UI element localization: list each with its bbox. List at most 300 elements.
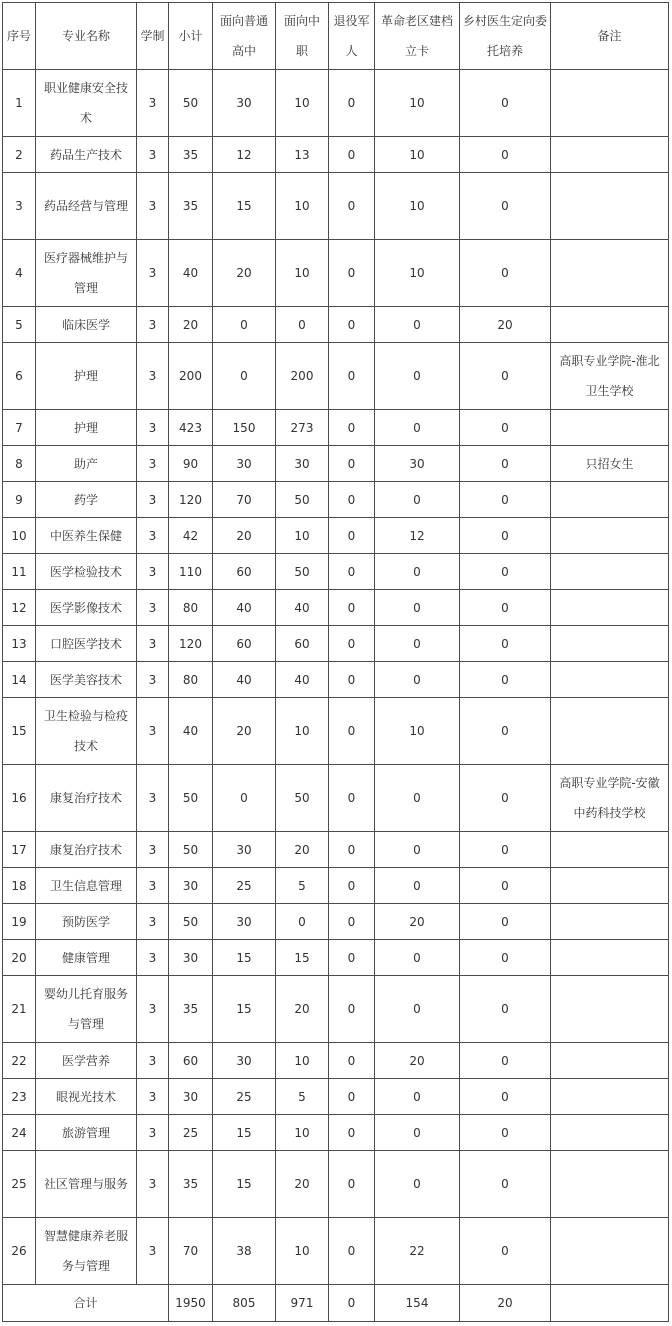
table-row [3, 482, 669, 518]
cell-row-no: 1 [3, 70, 36, 137]
cell-years: 3 [137, 1151, 169, 1218]
table-row [3, 765, 669, 832]
cell-old-area: 0 [375, 482, 460, 518]
cell-note [551, 662, 669, 698]
table-row [3, 137, 669, 173]
cell-old-area: 20 [375, 904, 460, 940]
cell-high-school: 40 [213, 662, 276, 698]
cell-veterans: 0 [329, 343, 375, 410]
cell-old-area: 0 [375, 307, 460, 343]
cell-subtotal: 90 [169, 446, 213, 482]
cell-row-no: 9 [3, 482, 36, 518]
cell-row-no: 10 [3, 518, 36, 554]
cell-major-name: 康复治疗技术 [36, 832, 137, 868]
cell-veterans: 0 [329, 1151, 375, 1218]
cell-vocational: 10 [276, 1115, 329, 1151]
cell-subtotal: 110 [169, 554, 213, 590]
cell-subtotal: 40 [169, 698, 213, 765]
cell-vocational: 50 [276, 482, 329, 518]
cell-years: 3 [137, 940, 169, 976]
header-years: 学制 [137, 3, 169, 70]
cell-rural-doctor: 0 [460, 976, 551, 1043]
cell-years: 3 [137, 1079, 169, 1115]
cell-major-name: 中医养生保健 [36, 518, 137, 554]
table-body [3, 70, 669, 1285]
cell-rural-doctor: 0 [460, 940, 551, 976]
header-veterans: 退役军人 [329, 3, 375, 70]
cell-veterans: 0 [329, 904, 375, 940]
table-row [3, 446, 669, 482]
cell-rural-doctor: 0 [460, 446, 551, 482]
cell-note [551, 240, 669, 307]
cell-major-name: 药品生产技术 [36, 137, 137, 173]
cell-major-name: 职业健康安全技术 [36, 70, 137, 137]
cell-row-no: 14 [3, 662, 36, 698]
cell-subtotal: 20 [169, 307, 213, 343]
cell-old-area: 30 [375, 446, 460, 482]
cell-years: 3 [137, 765, 169, 832]
cell-rural-doctor: 0 [460, 1115, 551, 1151]
cell-high-school: 20 [213, 240, 276, 307]
cell-high-school: 0 [213, 343, 276, 410]
cell-veterans: 0 [329, 410, 375, 446]
cell-vocational: 10 [276, 70, 329, 137]
cell-rural-doctor: 0 [460, 240, 551, 307]
cell-years: 3 [137, 1218, 169, 1285]
cell-high-school: 38 [213, 1218, 276, 1285]
table-row [3, 518, 669, 554]
cell-major-name: 药品经营与管理 [36, 173, 137, 240]
total-row [3, 1285, 669, 1322]
cell-major-name: 药学 [36, 482, 137, 518]
cell-rural-doctor: 0 [460, 137, 551, 173]
header-high-school: 面向普通高中 [213, 3, 276, 70]
cell-rural-doctor: 0 [460, 518, 551, 554]
cell-old-area: 10 [375, 70, 460, 137]
cell-vocational: 15 [276, 940, 329, 976]
cell-major-name: 婴幼儿托育服务与管理 [36, 976, 137, 1043]
cell-rural-doctor: 0 [460, 173, 551, 240]
cell-vocational: 20 [276, 976, 329, 1043]
cell-note: 高职专业学院-淮北卫生学校 [551, 343, 669, 410]
cell-veterans: 0 [329, 240, 375, 307]
cell-years: 3 [137, 173, 169, 240]
cell-high-school: 25 [213, 1079, 276, 1115]
cell-subtotal: 80 [169, 662, 213, 698]
cell-years: 3 [137, 307, 169, 343]
cell-row-no: 25 [3, 1151, 36, 1218]
cell-old-area: 12 [375, 518, 460, 554]
cell-row-no: 18 [3, 868, 36, 904]
cell-old-area: 0 [375, 626, 460, 662]
cell-veterans: 0 [329, 137, 375, 173]
cell-subtotal: 50 [169, 765, 213, 832]
cell-row-no: 6 [3, 343, 36, 410]
cell-vocational: 5 [276, 1079, 329, 1115]
cell-years: 3 [137, 70, 169, 137]
cell-old-area: 0 [375, 868, 460, 904]
table-row [3, 1043, 669, 1079]
total-note [551, 1285, 669, 1322]
cell-vocational: 20 [276, 1151, 329, 1218]
cell-old-area: 0 [375, 662, 460, 698]
cell-subtotal: 35 [169, 173, 213, 240]
cell-veterans: 0 [329, 698, 375, 765]
cell-rural-doctor: 0 [460, 1079, 551, 1115]
cell-vocational: 0 [276, 904, 329, 940]
cell-major-name: 医学美容技术 [36, 662, 137, 698]
cell-subtotal: 50 [169, 832, 213, 868]
cell-note [551, 940, 669, 976]
cell-old-area: 0 [375, 343, 460, 410]
table-row [3, 410, 669, 446]
cell-rural-doctor: 0 [460, 1151, 551, 1218]
cell-old-area: 10 [375, 137, 460, 173]
table-row [3, 1218, 669, 1285]
cell-note [551, 482, 669, 518]
cell-rural-doctor: 0 [460, 70, 551, 137]
cell-row-no: 17 [3, 832, 36, 868]
cell-years: 3 [137, 343, 169, 410]
total-subtotal: 1950 [169, 1285, 213, 1322]
cell-row-no: 26 [3, 1218, 36, 1285]
table-row [3, 307, 669, 343]
cell-row-no: 16 [3, 765, 36, 832]
cell-vocational: 40 [276, 590, 329, 626]
cell-major-name: 健康管理 [36, 940, 137, 976]
cell-note [551, 1151, 669, 1218]
cell-high-school: 30 [213, 832, 276, 868]
cell-subtotal: 70 [169, 1218, 213, 1285]
cell-old-area: 0 [375, 765, 460, 832]
header-rural-doctor: 乡村医生定向委托培养 [460, 3, 551, 70]
cell-years: 3 [137, 698, 169, 765]
cell-years: 3 [137, 590, 169, 626]
cell-row-no: 22 [3, 1043, 36, 1079]
cell-major-name: 医学影像技术 [36, 590, 137, 626]
cell-row-no: 7 [3, 410, 36, 446]
cell-veterans: 0 [329, 554, 375, 590]
header-no: 序号 [3, 3, 36, 70]
table-row [3, 626, 669, 662]
table-row [3, 904, 669, 940]
table-row [3, 554, 669, 590]
cell-note [551, 698, 669, 765]
total-old-area: 154 [375, 1285, 460, 1322]
cell-high-school: 12 [213, 137, 276, 173]
cell-note [551, 1115, 669, 1151]
cell-major-name: 临床医学 [36, 307, 137, 343]
cell-note [551, 518, 669, 554]
table-row [3, 1151, 669, 1218]
header-vocational: 面向中职 [276, 3, 329, 70]
cell-row-no: 20 [3, 940, 36, 976]
cell-years: 3 [137, 976, 169, 1043]
cell-years: 3 [137, 137, 169, 173]
cell-vocational: 10 [276, 698, 329, 765]
cell-rural-doctor: 20 [460, 307, 551, 343]
cell-years: 3 [137, 904, 169, 940]
cell-high-school: 20 [213, 698, 276, 765]
cell-old-area: 0 [375, 1079, 460, 1115]
cell-veterans: 0 [329, 173, 375, 240]
cell-veterans: 0 [329, 1043, 375, 1079]
cell-major-name: 社区管理与服务 [36, 1151, 137, 1218]
table-row [3, 1079, 669, 1115]
cell-high-school: 30 [213, 70, 276, 137]
cell-row-no: 4 [3, 240, 36, 307]
cell-old-area: 0 [375, 554, 460, 590]
cell-row-no: 8 [3, 446, 36, 482]
cell-high-school: 20 [213, 518, 276, 554]
cell-major-name: 医疗器械维护与管理 [36, 240, 137, 307]
cell-years: 3 [137, 1043, 169, 1079]
cell-major-name: 护理 [36, 410, 137, 446]
cell-veterans: 0 [329, 518, 375, 554]
cell-major-name: 护理 [36, 343, 137, 410]
table-row [3, 343, 669, 410]
cell-old-area: 0 [375, 1115, 460, 1151]
cell-high-school: 0 [213, 307, 276, 343]
cell-vocational: 10 [276, 1043, 329, 1079]
cell-note: 只招女生 [551, 446, 669, 482]
total-vocational: 971 [276, 1285, 329, 1322]
cell-note [551, 1218, 669, 1285]
cell-note [551, 626, 669, 662]
cell-subtotal: 120 [169, 482, 213, 518]
table-row [3, 698, 669, 765]
cell-subtotal: 40 [169, 240, 213, 307]
cell-subtotal: 35 [169, 1151, 213, 1218]
cell-veterans: 0 [329, 446, 375, 482]
cell-vocational: 10 [276, 518, 329, 554]
cell-rural-doctor: 0 [460, 343, 551, 410]
table-row [3, 590, 669, 626]
table-row [3, 868, 669, 904]
cell-years: 3 [137, 518, 169, 554]
cell-years: 3 [137, 410, 169, 446]
cell-note [551, 137, 669, 173]
cell-major-name: 口腔医学技术 [36, 626, 137, 662]
total-label: 合计 [3, 1285, 169, 1322]
cell-major-name: 预防医学 [36, 904, 137, 940]
cell-rural-doctor: 0 [460, 832, 551, 868]
cell-vocational: 200 [276, 343, 329, 410]
cell-rural-doctor: 0 [460, 662, 551, 698]
cell-subtotal: 35 [169, 976, 213, 1043]
cell-note [551, 70, 669, 137]
cell-veterans: 0 [329, 765, 375, 832]
cell-old-area: 0 [375, 590, 460, 626]
cell-rural-doctor: 0 [460, 1043, 551, 1079]
cell-old-area: 20 [375, 1043, 460, 1079]
cell-vocational: 10 [276, 240, 329, 307]
cell-note [551, 904, 669, 940]
cell-vocational: 10 [276, 1218, 329, 1285]
cell-high-school: 25 [213, 868, 276, 904]
cell-row-no: 15 [3, 698, 36, 765]
cell-high-school: 150 [213, 410, 276, 446]
table-row [3, 1115, 669, 1151]
cell-note [551, 173, 669, 240]
cell-subtotal: 120 [169, 626, 213, 662]
cell-vocational: 50 [276, 554, 329, 590]
total-high-school: 805 [213, 1285, 276, 1322]
cell-major-name: 卫生检验与检疫技术 [36, 698, 137, 765]
cell-vocational: 40 [276, 662, 329, 698]
cell-rural-doctor: 0 [460, 482, 551, 518]
cell-major-name: 卫生信息管理 [36, 868, 137, 904]
cell-years: 3 [137, 832, 169, 868]
table-row [3, 70, 669, 137]
cell-vocational: 10 [276, 173, 329, 240]
cell-high-school: 60 [213, 554, 276, 590]
table-row [3, 832, 669, 868]
cell-rural-doctor: 0 [460, 868, 551, 904]
cell-high-school: 40 [213, 590, 276, 626]
cell-veterans: 0 [329, 482, 375, 518]
cell-high-school: 30 [213, 1043, 276, 1079]
cell-note [551, 1043, 669, 1079]
table-row [3, 240, 669, 307]
cell-subtotal: 80 [169, 590, 213, 626]
table-row [3, 976, 669, 1043]
cell-row-no: 23 [3, 1079, 36, 1115]
cell-old-area: 10 [375, 698, 460, 765]
cell-high-school: 0 [213, 765, 276, 832]
cell-high-school: 30 [213, 446, 276, 482]
cell-old-area: 0 [375, 410, 460, 446]
cell-note: 高职专业学院-安徽中药科技学校 [551, 765, 669, 832]
cell-note [551, 410, 669, 446]
cell-old-area: 0 [375, 832, 460, 868]
cell-rural-doctor: 0 [460, 904, 551, 940]
cell-high-school: 30 [213, 904, 276, 940]
cell-high-school: 15 [213, 940, 276, 976]
cell-veterans: 0 [329, 1079, 375, 1115]
cell-row-no: 2 [3, 137, 36, 173]
cell-old-area: 10 [375, 173, 460, 240]
table-row [3, 940, 669, 976]
cell-major-name: 智慧健康养老服务与管理 [36, 1218, 137, 1285]
cell-note [551, 832, 669, 868]
cell-subtotal: 60 [169, 1043, 213, 1079]
cell-old-area: 22 [375, 1218, 460, 1285]
cell-old-area: 10 [375, 240, 460, 307]
cell-major-name: 医学检验技术 [36, 554, 137, 590]
cell-vocational: 5 [276, 868, 329, 904]
cell-row-no: 11 [3, 554, 36, 590]
cell-note [551, 554, 669, 590]
cell-veterans: 0 [329, 832, 375, 868]
cell-veterans: 0 [329, 590, 375, 626]
cell-row-no: 12 [3, 590, 36, 626]
cell-subtotal: 30 [169, 868, 213, 904]
cell-old-area: 0 [375, 976, 460, 1043]
cell-major-name: 助产 [36, 446, 137, 482]
total-veterans: 0 [329, 1285, 375, 1322]
table-row [3, 173, 669, 240]
header-major-name: 专业名称 [36, 3, 137, 70]
total-rural-doctor: 20 [460, 1285, 551, 1322]
cell-subtotal: 30 [169, 940, 213, 976]
cell-subtotal: 35 [169, 137, 213, 173]
cell-vocational: 20 [276, 832, 329, 868]
cell-years: 3 [137, 868, 169, 904]
cell-years: 3 [137, 446, 169, 482]
cell-row-no: 13 [3, 626, 36, 662]
cell-years: 3 [137, 240, 169, 307]
cell-rural-doctor: 0 [460, 1218, 551, 1285]
cell-years: 3 [137, 482, 169, 518]
cell-note [551, 1079, 669, 1115]
cell-veterans: 0 [329, 626, 375, 662]
cell-high-school: 70 [213, 482, 276, 518]
cell-subtotal: 200 [169, 343, 213, 410]
cell-row-no: 3 [3, 173, 36, 240]
cell-row-no: 24 [3, 1115, 36, 1151]
cell-old-area: 0 [375, 1151, 460, 1218]
cell-rural-doctor: 0 [460, 626, 551, 662]
cell-rural-doctor: 0 [460, 590, 551, 626]
cell-vocational: 0 [276, 307, 329, 343]
cell-row-no: 19 [3, 904, 36, 940]
cell-vocational: 13 [276, 137, 329, 173]
table-row [3, 662, 669, 698]
cell-note [551, 868, 669, 904]
cell-veterans: 0 [329, 1218, 375, 1285]
cell-high-school: 15 [213, 173, 276, 240]
cell-high-school: 15 [213, 1151, 276, 1218]
cell-vocational: 30 [276, 446, 329, 482]
cell-veterans: 0 [329, 868, 375, 904]
cell-major-name: 康复治疗技术 [36, 765, 137, 832]
cell-veterans: 0 [329, 976, 375, 1043]
cell-major-name: 医学营养 [36, 1043, 137, 1079]
cell-row-no: 5 [3, 307, 36, 343]
cell-high-school: 15 [213, 976, 276, 1043]
cell-subtotal: 25 [169, 1115, 213, 1151]
cell-subtotal: 423 [169, 410, 213, 446]
cell-vocational: 273 [276, 410, 329, 446]
cell-veterans: 0 [329, 662, 375, 698]
cell-vocational: 60 [276, 626, 329, 662]
cell-rural-doctor: 0 [460, 410, 551, 446]
cell-major-name: 旅游管理 [36, 1115, 137, 1151]
cell-old-area: 0 [375, 940, 460, 976]
cell-rural-doctor: 0 [460, 698, 551, 765]
cell-subtotal: 42 [169, 518, 213, 554]
cell-note [551, 976, 669, 1043]
cell-vocational: 50 [276, 765, 329, 832]
cell-years: 3 [137, 626, 169, 662]
cell-veterans: 0 [329, 307, 375, 343]
cell-major-name: 眼视光技术 [36, 1079, 137, 1115]
header-note: 备注 [551, 3, 669, 70]
cell-rural-doctor: 0 [460, 765, 551, 832]
cell-veterans: 0 [329, 940, 375, 976]
cell-subtotal: 50 [169, 904, 213, 940]
cell-row-no: 21 [3, 976, 36, 1043]
cell-rural-doctor: 0 [460, 554, 551, 590]
cell-note [551, 307, 669, 343]
cell-note [551, 590, 669, 626]
cell-veterans: 0 [329, 70, 375, 137]
cell-veterans: 0 [329, 1115, 375, 1151]
cell-years: 3 [137, 662, 169, 698]
enrollment-plan-table [2, 2, 669, 1322]
header-subtotal: 小计 [169, 3, 213, 70]
